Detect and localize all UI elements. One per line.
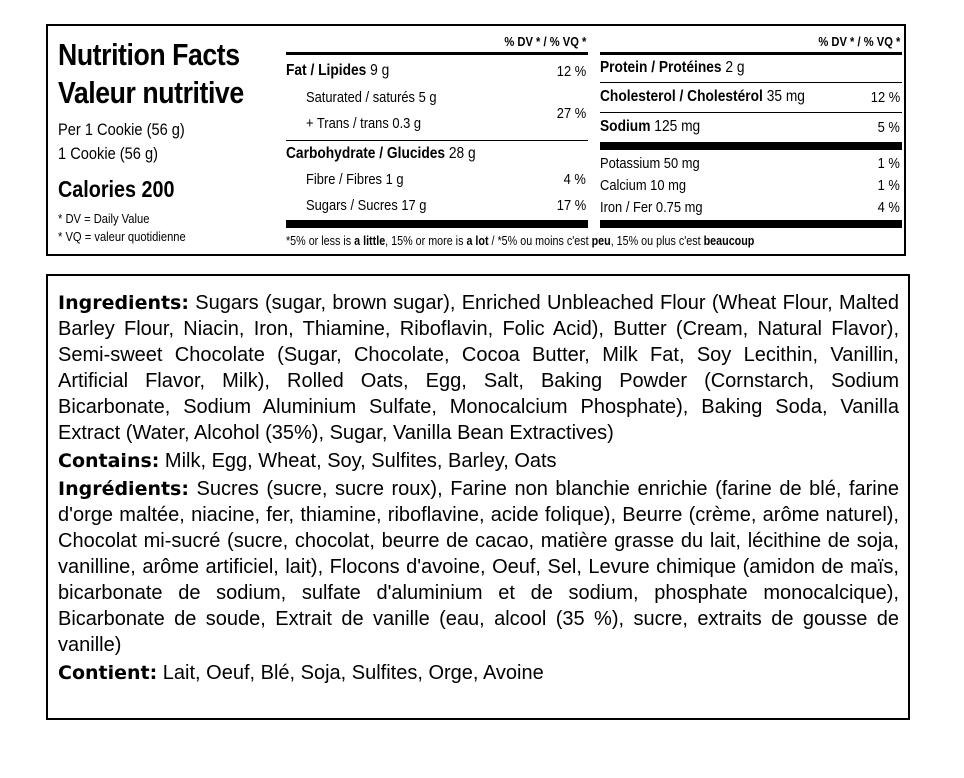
calories: Calories 200 (58, 176, 175, 202)
contains-en (58, 448, 899, 474)
ingredients-fr-text: Sucres (sucre, sucre roux), Farine non blanchie enrichie (farine de blé, farine d'orge maltée, niacine, fer, thiamine, riboflavine, acide folique), Beurre (crème, arôme naturel), Chocolat mi-sucré (sucre, chocolat, beurre de cacao, matière grasse du lait, lécithine de soja, vanilline, arôme artificiel, lait), Flocons d'avoine, Oeuf, Sel, Levure chimique (amidon de maïs, bicarbonate de sodium, sulfate d'aluminium et de sodium, phosphate monocalcique), Bicarbonate de soude, Extrait de vanille (eau, alcool (35 %), sucre, extraits de gousse de vanille) (58, 478, 899, 656)
calcium-pct: 1 % (877, 177, 900, 194)
sugars-pct: 17 % (556, 197, 586, 214)
saturated-row: Saturated / saturés 5 g (306, 89, 437, 106)
fat-pct: 12 % (556, 63, 586, 80)
dv-header-right: % DV * / % VQ * (817, 34, 900, 49)
dv-note-en: * DV = Daily Value (58, 211, 150, 226)
serving-size-line1: Per 1 Cookie (56 g) (58, 120, 185, 139)
carbohydrate-row: Carbohydrate / Glucides 28 g (286, 145, 476, 162)
cholesterol-pct: 12 % (870, 89, 900, 106)
ingredients-en-label: Ingredients: (58, 292, 189, 314)
rule-middle-top (286, 52, 588, 55)
rule-after-sodium (600, 142, 902, 150)
protein-row: Protein / Protéines 2 g (600, 59, 745, 76)
calcium-row: Calcium 10 mg (600, 177, 687, 194)
trans-row: + Trans / trans 0.3 g (306, 115, 422, 132)
iron-row: Iron / Fer 0.75 mg (600, 199, 703, 216)
rule-after-protein (600, 82, 902, 83)
rule-after-fat (286, 140, 588, 141)
dv-header-middle: % DV * / % VQ * (503, 34, 586, 49)
iron-pct: 4 % (877, 199, 900, 216)
rule-middle-bottom (286, 220, 588, 228)
rule-after-cholesterol (600, 112, 902, 113)
ingredients-fr-label: Ingrédients: (58, 478, 189, 500)
nutrition-facts-table (46, 24, 906, 256)
rule-right-top (600, 52, 902, 55)
fibre-pct: 4 % (563, 171, 586, 188)
sugars-row: Sugars / Sucres 17 g (306, 197, 427, 214)
ingredients-box (46, 274, 910, 720)
ingredients-en-text: Sugars (sugar, brown sugar), Enriched Unbleached Flour (Wheat Flour, Malted Barley Flour, Niacin, Iron, Thiamine, Riboflavin, Folic Acid), Butter (Cream, Natural Flavor), Semi-sweet Chocolate (Sugar, Chocolate, Cocoa Butter, Milk Fat, Soy Lecithin, Vanillin, Artificial Flavor, Milk), Rolled Oats, Egg, Salt, Baking Powder (Cornstarch, Sodium Bicarbonate, Sodium Aluminium Sulfate, Monocalcium Phosphate), Baking Soda, Vanilla Extract (Water, Alcohol (35%), Sugar, Vanilla Bean Extractives) (58, 292, 899, 444)
fibre-row: Fibre / Fibres 1 g (306, 171, 404, 188)
potassium-pct: 1 % (877, 155, 900, 172)
dv-footnote: *5% or less is a little, 15% or more is a lot / *5% ou moins c'est peu, 15% ou plus c'est beaucoup (286, 234, 755, 248)
serving-size-line2: 1 Cookie (56 g) (58, 144, 158, 163)
contains-fr (58, 660, 899, 686)
fat-row: Fat / Lipides 9 g (286, 62, 390, 79)
dv-note-fr: * VQ = valeur quotidienne (58, 229, 186, 244)
rule-right-bottom (600, 220, 902, 228)
sodium-pct: 5 % (877, 119, 900, 136)
ingredients-en (58, 290, 899, 446)
contains-fr-label: Contient: (58, 662, 158, 684)
contains-en-text: Milk, Egg, Wheat, Soy, Sulfites, Barley, Oats (159, 450, 557, 472)
contains-fr-text: Lait, Oeuf, Blé, Soja, Sulfites, Orge, Avoine (157, 662, 544, 684)
nutrition-title-en: Nutrition Facts (58, 37, 240, 72)
ingredients-fr (58, 476, 899, 658)
sat-trans-pct: 27 % (556, 105, 586, 122)
sodium-row: Sodium 125 mg (600, 118, 701, 135)
potassium-row: Potassium 50 mg (600, 155, 700, 172)
cholesterol-row: Cholesterol / Cholestérol 35 mg (600, 88, 805, 105)
contains-en-label: Contains: (58, 450, 160, 472)
nutrition-title-fr: Valeur nutritive (58, 75, 244, 110)
